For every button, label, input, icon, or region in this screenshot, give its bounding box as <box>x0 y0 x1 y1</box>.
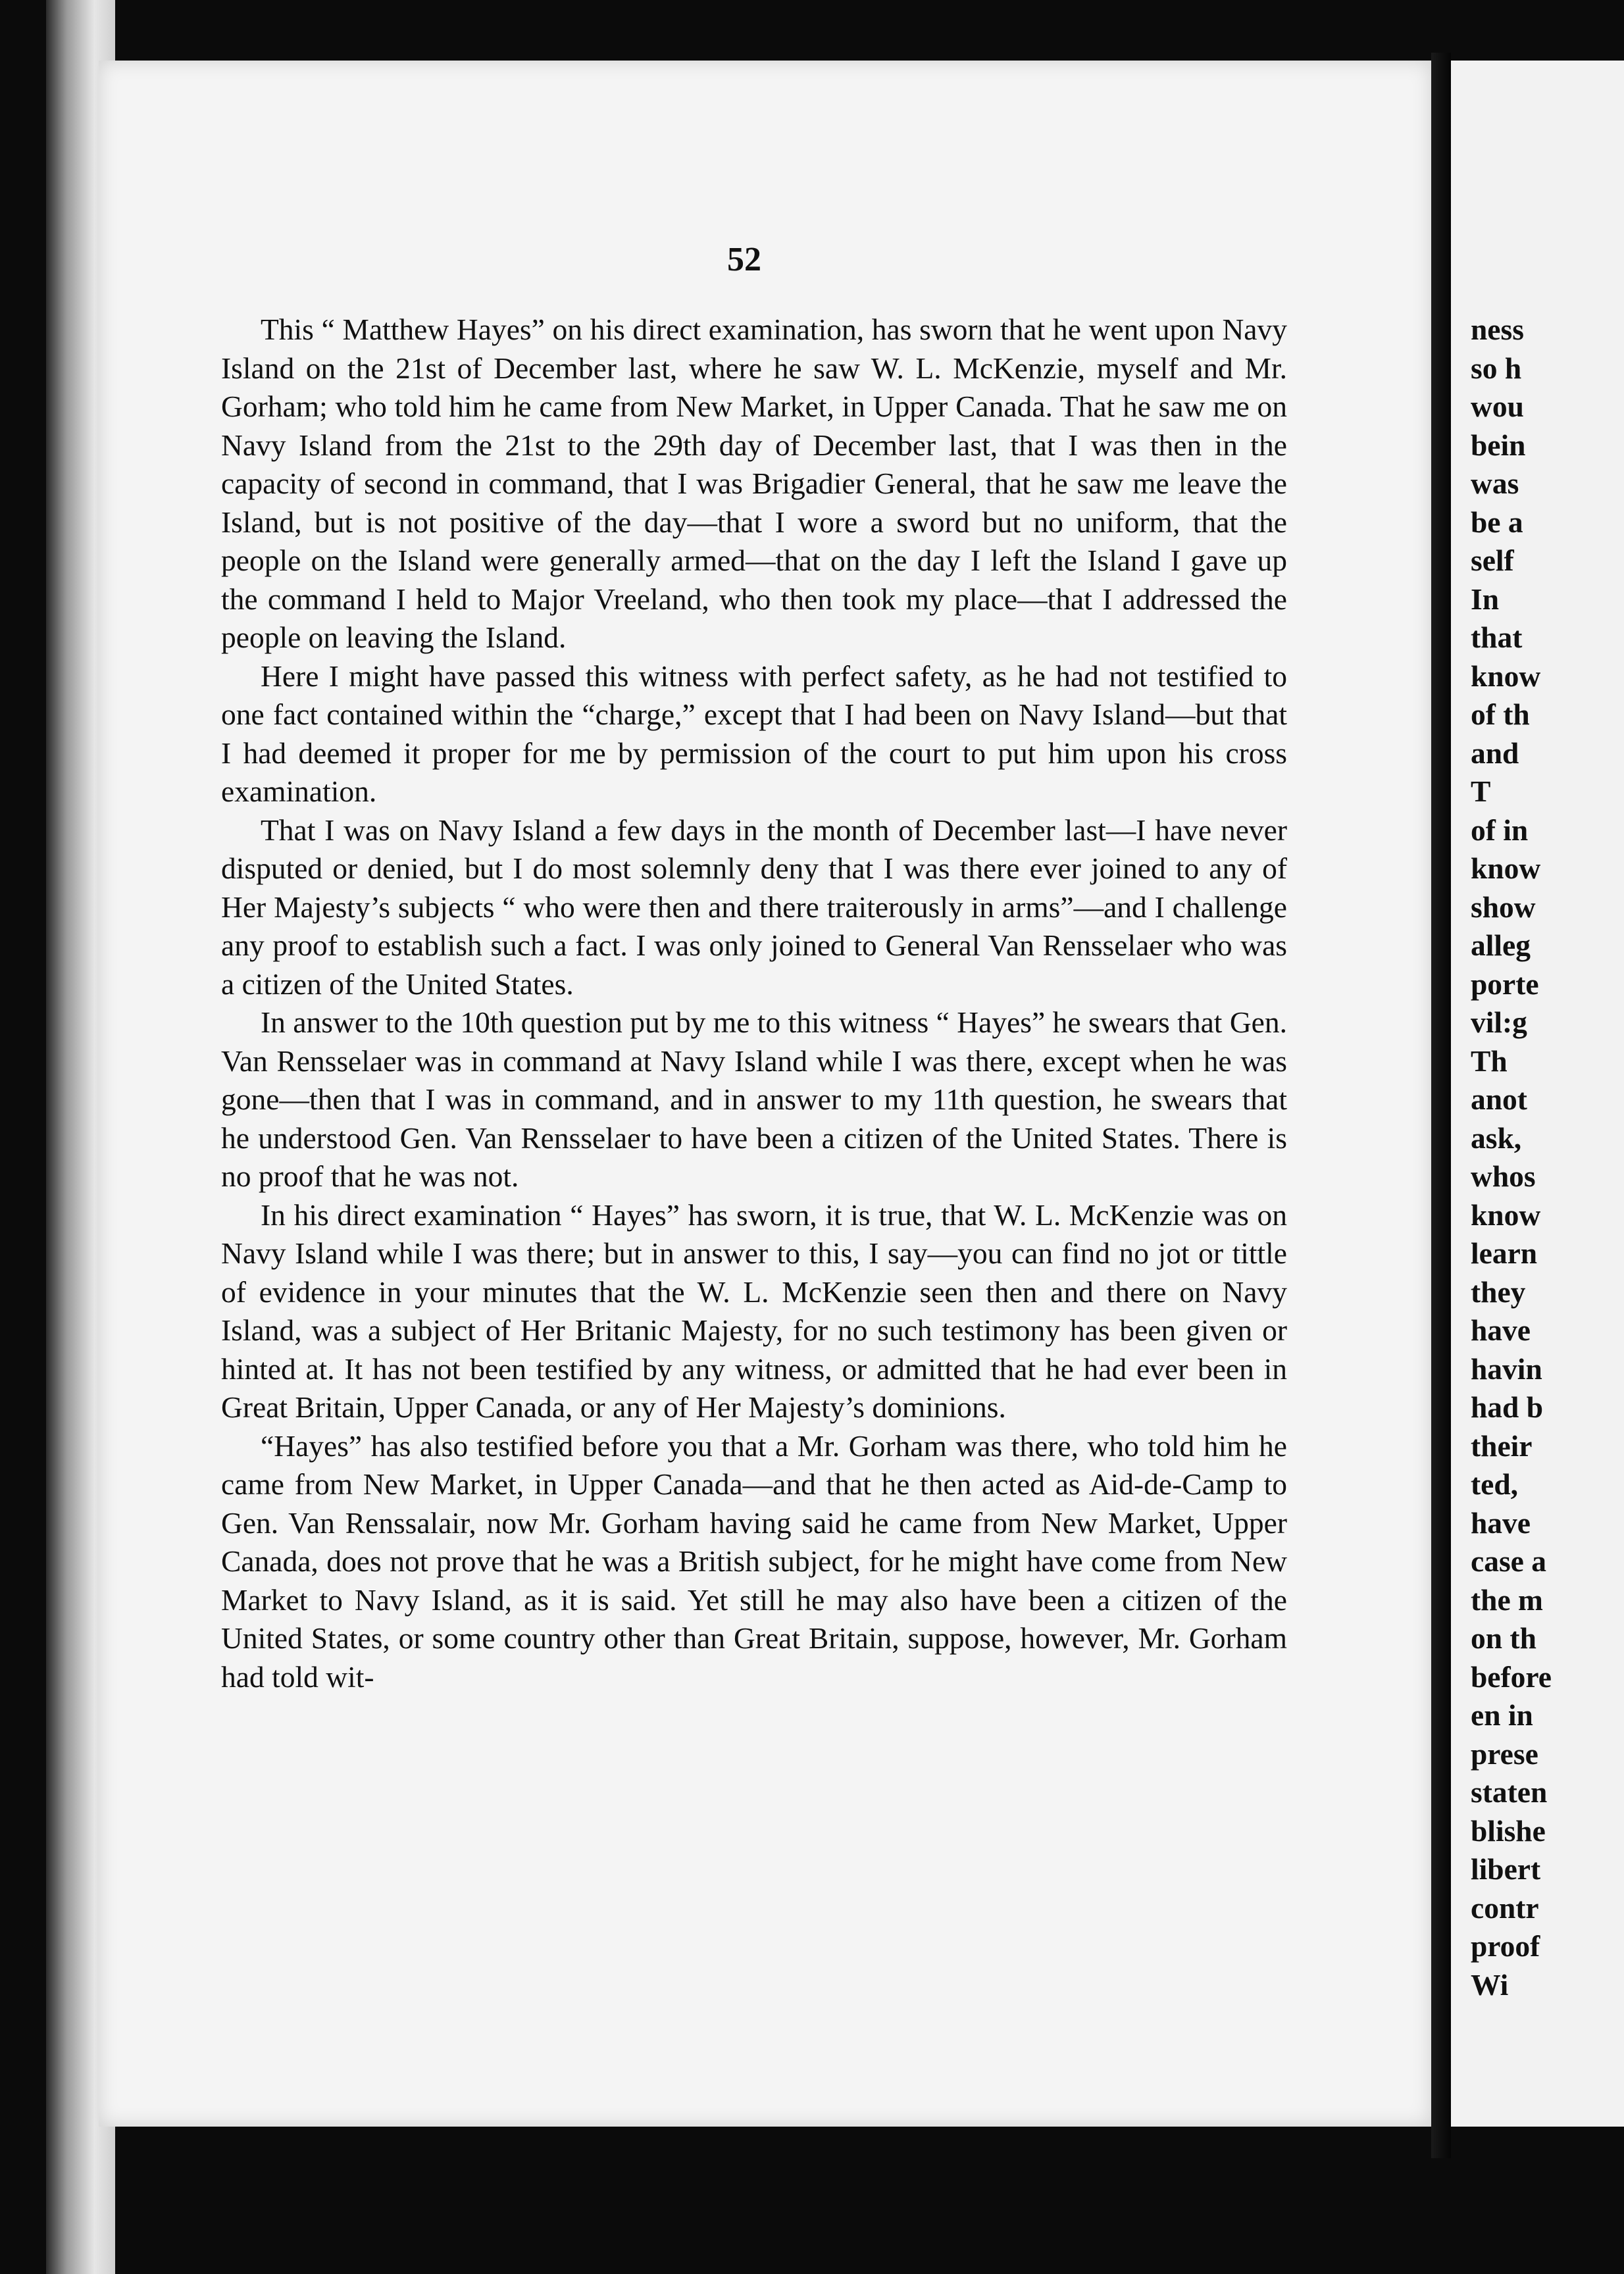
paragraph-4: In answer to the 10th question put by me to this witness “ Hayes” he swears that Gen. Van Rensselaer was in command at Navy Island while I was there, except when he was gone—then that I was in command, and in answer to my 11th question, he swears that he understood Gen. Van Rensselaer to have been a citizen of the United States. There is no proof that he was not. <box>221 1005 1287 1193</box>
facing-page-line: on th <box>1471 1621 1536 1655</box>
facing-page-line: Wi <box>1471 1967 1509 2002</box>
facing-page-line: before <box>1471 1659 1552 1694</box>
facing-page-line: blishe <box>1471 1813 1546 1848</box>
facing-page-line: of th <box>1471 697 1530 731</box>
facing-page-line: their <box>1471 1428 1533 1463</box>
facing-page-line: whos <box>1471 1159 1536 1193</box>
facing-page-line: vil:g <box>1471 1005 1527 1039</box>
facing-page-line: ted, <box>1471 1467 1519 1501</box>
facing-page-line: wou <box>1471 390 1524 423</box>
facing-page-line: prese <box>1471 1736 1538 1771</box>
facing-page-line: have <box>1471 1313 1531 1347</box>
facing-page-line: libert <box>1471 1852 1541 1886</box>
facing-page-line: case a <box>1471 1544 1546 1578</box>
facing-page-line: show <box>1471 890 1536 924</box>
paragraph-5: In his direct examination “ Hayes” has sworn, it is true, that W. L. McKenzie was on Navy Island while I was there; but in answer to this, I say—you can find no jot or tittle of evidence in your minutes that the W. L. McKenzie seen then and there on Navy Island, was a subject of Her Britanic Majesty, for no such testimony has been given or hinted at. It has not been testified by any witness, or admitted that he had ever been in Great Britain, Upper Canada, or any of Her Majesty’s dominions. <box>221 1198 1287 1424</box>
facing-page-line: anot <box>1471 1082 1527 1116</box>
facing-page-line: bein <box>1471 428 1526 462</box>
facing-page-line: and <box>1471 736 1519 770</box>
facing-page-line: that <box>1471 620 1523 654</box>
facing-page-line: Th <box>1471 1044 1508 1078</box>
facing-page-line: T <box>1471 774 1491 808</box>
facing-page-line: have <box>1471 1505 1531 1540</box>
facing-page-line: learn <box>1471 1236 1538 1270</box>
facing-page-line: self <box>1471 543 1514 577</box>
facing-page-line: so h <box>1471 351 1522 385</box>
facing-page-line: proof <box>1471 1929 1540 1963</box>
book-gutter <box>1431 53 1451 2158</box>
paragraph-6: “Hayes” has also testified before you that a Mr. Gorham was there, who told him he came from New Market, in Upper Canada—and that he then acted as Aid-de-Camp to Gen. Van Renssalair, now Mr. Gorham having said he came from New Market, Upper Canada, does not prove that he was a British subject, for he might have come from New Market to Navy Island, as it is said. Yet still he may also have been a citizen of the United States, or some country other than Great Britain, suppose, however, Mr. Gorham had told wit- <box>221 1428 1287 1694</box>
facing-page-line: they <box>1471 1275 1526 1309</box>
facing-page-line: staten <box>1471 1775 1548 1809</box>
facing-page-line: ness <box>1471 313 1524 346</box>
facing-page-line: of in <box>1471 813 1529 847</box>
facing-page-line: havin <box>1471 1352 1542 1386</box>
facing-page-line: en in <box>1471 1698 1533 1732</box>
facing-page-line: had b <box>1471 1390 1544 1424</box>
facing-page-line: alleg <box>1471 928 1531 962</box>
body-text <box>221 311 1287 1696</box>
facing-page <box>1451 61 1624 2127</box>
paragraph-1: This “ Matthew Hayes” on his direct examination, has sworn that he went upon Navy Island on the 21st of December last, where he saw W. L. McKenzie, myself and Mr. Gorham; who told him he came from New Market, in Upper Canada. That he saw me on Navy Island from the 21st to the 29th day of December last, that I was then in the capacity of second in command, that I was Brigadier General, that he saw me leave the Island, but is not positive of the day—that I wore a sword but no uniform, that the people on the Island were generally armed—that on the day I left the Island I gave up the command I held to Major Vreeland, who then took my place—that I addressed the people on leaving the Island. <box>221 313 1287 654</box>
facing-page-line: know <box>1471 851 1541 885</box>
facing-page-line: ask, <box>1471 1121 1522 1155</box>
paragraph-2: Here I might have passed this witness with perfect safety, as he had not testified to one fact contained within the “charge,” except that I had been on Navy Island—but that I had deemed it proper for me by permission of the court to put him upon his cross examination. <box>221 659 1287 808</box>
facing-page-line: know <box>1471 1198 1541 1232</box>
facing-page-text <box>1471 311 1624 2004</box>
facing-page-line: porte <box>1471 967 1539 1001</box>
facing-page-line: the m <box>1471 1582 1543 1617</box>
paragraph-3: That I was on Navy Island a few days in the month of December last—I have never disputed or denied, but I do most solemnly deny that I was there ever joined to any of Her Majesty’s subjects “ who were then and there traiterously in arms”—and I challenge any proof to establish such a fact. I was only joined to General Van Rensselaer who was a citizen of the United States. <box>221 813 1287 1001</box>
facing-page-line: In <box>1471 582 1500 616</box>
facing-page-line: be a <box>1471 505 1523 539</box>
facing-page-line: know <box>1471 659 1541 693</box>
facing-page-line: was <box>1471 467 1519 500</box>
facing-page-line: contr <box>1471 1890 1539 1925</box>
page-number: 52 <box>727 241 761 278</box>
